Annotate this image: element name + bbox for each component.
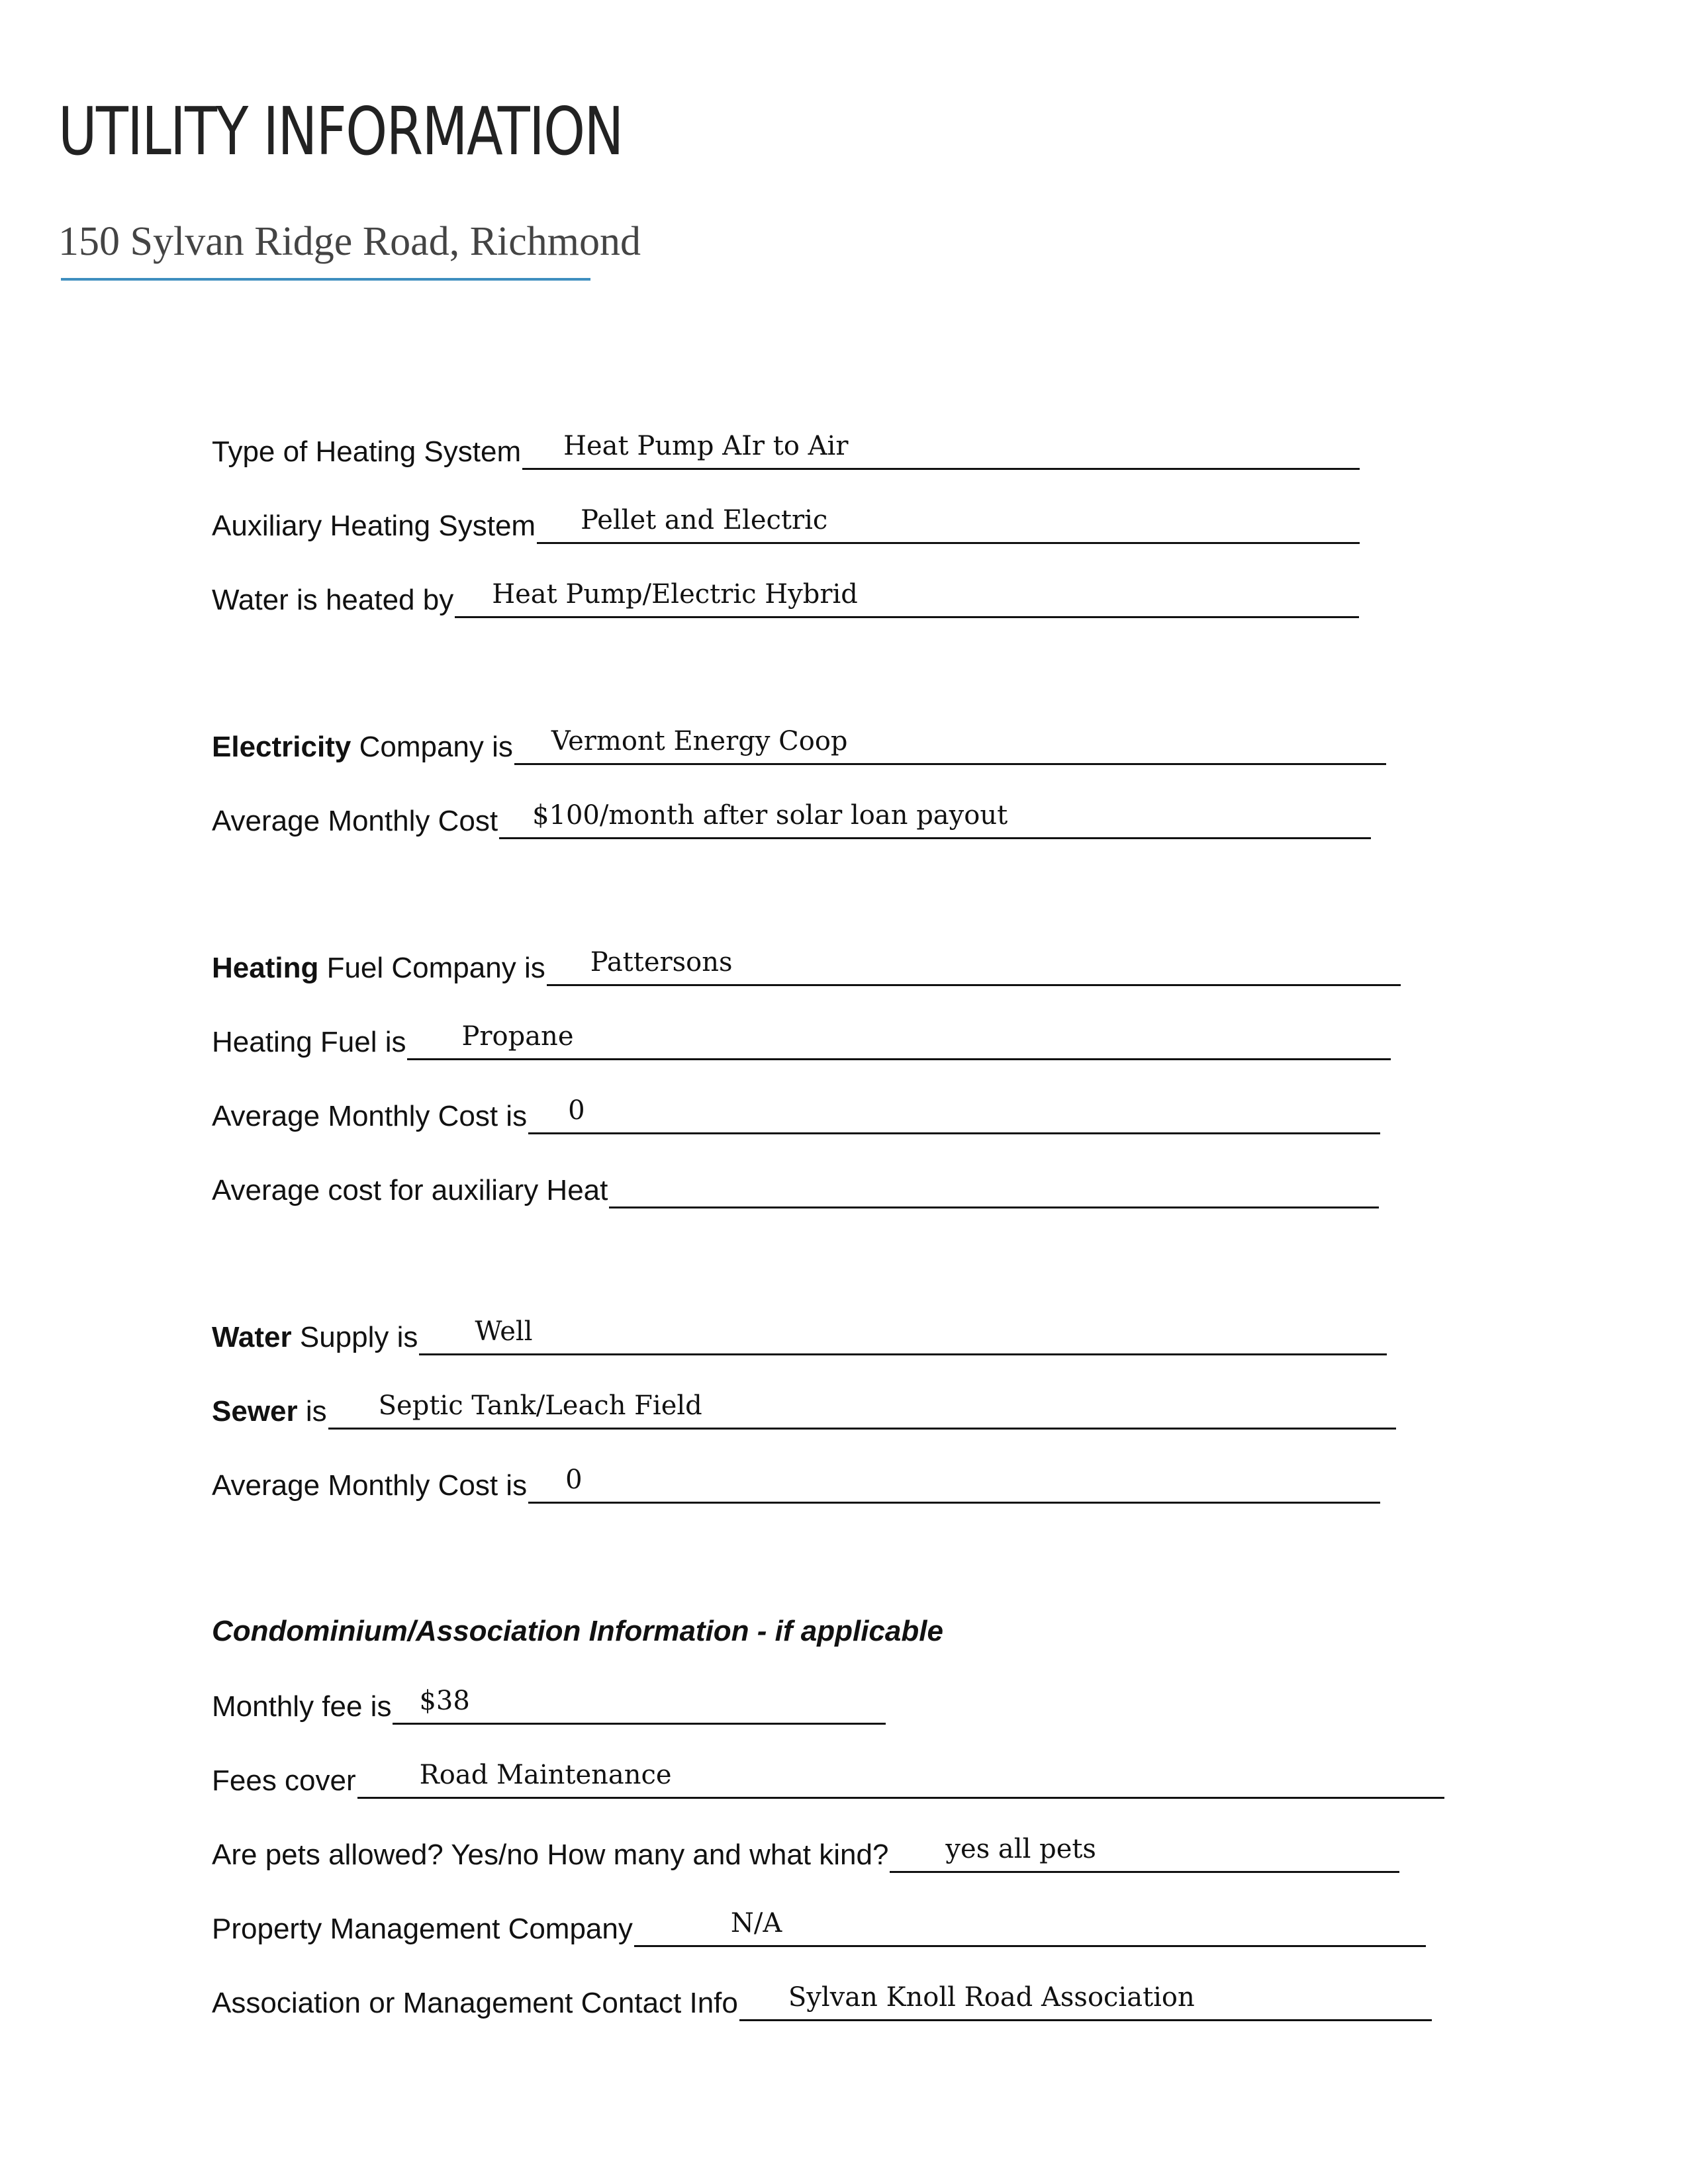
electric-cost-row (212, 793, 1371, 839)
fees-cover-field[interactable] (357, 1761, 1444, 1799)
association-heading: Condominium/Association Information - if applicable (212, 1615, 943, 1647)
fuel-cost-row (212, 1088, 1380, 1134)
electric-company-field[interactable] (514, 727, 1386, 765)
water-supply-value: Well (475, 1316, 533, 1347)
aux-heat-cost-field[interactable] (609, 1171, 1379, 1208)
fuel-type-row (212, 1014, 1391, 1060)
heating-type-label: Type of Heating System (212, 435, 522, 468)
electric-cost-field[interactable] (499, 801, 1371, 839)
water-supply-row (212, 1309, 1387, 1355)
monthly-fee-row (212, 1678, 886, 1725)
pets-label: Are pets allowed? Yes/no How many and what kind? (212, 1839, 889, 1871)
contact-info-value: Sylvan Knoll Road Association (788, 1982, 1195, 2013)
electric-cost-label: Average Monthly Cost (212, 805, 498, 837)
aux-heating-value: Pellet and Electric (581, 505, 828, 535)
monthly-fee-field[interactable] (393, 1687, 886, 1725)
aux-heating-label: Auxiliary Heating System (212, 510, 536, 542)
water-heater-label: Water is heated by (212, 584, 454, 616)
water-heater-value: Heat Pump/Electric Hybrid (492, 579, 858, 610)
aux-heating-row (212, 498, 1360, 544)
monthly-fee-label: Monthly fee is (212, 1690, 392, 1723)
fuel-company-value: Pattersons (590, 947, 733, 978)
heating-type-row (212, 424, 1360, 470)
property-mgmt-row (212, 1901, 1426, 1947)
heating-type-value: Heat Pump AIr to Air (563, 431, 849, 461)
pets-value: yes all pets (945, 1834, 1096, 1864)
fuel-cost-label: Average Monthly Cost is (212, 1100, 528, 1132)
fuel-type-field[interactable] (407, 1023, 1391, 1060)
electric-company-row (212, 719, 1386, 765)
water-supply-label: Water Supply is (212, 1321, 418, 1353)
sewer-field[interactable] (328, 1392, 1396, 1430)
property-mgmt-value: N/A (730, 1908, 782, 1938)
pets-row (212, 1827, 1399, 1873)
aux-heat-cost-row (212, 1162, 1379, 1208)
aux-heating-field[interactable] (537, 506, 1360, 544)
property-mgmt-field[interactable] (634, 1909, 1426, 1947)
monthly-fee-value: $38 (419, 1686, 470, 1716)
water-heater-row (212, 572, 1359, 618)
fees-cover-value: Road Maintenance (419, 1760, 672, 1790)
water-heater-field[interactable] (455, 580, 1359, 618)
fuel-cost-value: 0 (568, 1095, 585, 1126)
fuel-type-value: Propane (461, 1021, 574, 1052)
sewer-value: Septic Tank/Leach Field (378, 1390, 702, 1421)
document-title: UTILITY INFORMATION (58, 93, 623, 170)
fuel-company-label: Heating Fuel Company is (212, 952, 545, 984)
fees-cover-label: Fees cover (212, 1764, 356, 1797)
electric-company-label: Electricity Company is (212, 731, 513, 763)
sewer-row (212, 1383, 1396, 1430)
water-cost-row (212, 1457, 1380, 1504)
fuel-cost-field[interactable] (528, 1097, 1380, 1134)
subtitle-underline (61, 278, 590, 281)
property-address: 150 Sylvan Ridge Road, Richmond (58, 219, 641, 264)
fuel-company-field[interactable] (547, 948, 1401, 986)
sewer-label: Sewer is (212, 1395, 327, 1428)
fees-cover-row (212, 1752, 1444, 1799)
water-cost-label: Average Monthly Cost is (212, 1469, 528, 1502)
water-cost-value: 0 (565, 1465, 583, 1495)
pets-field[interactable] (890, 1835, 1399, 1873)
fuel-type-label: Heating Fuel is (212, 1026, 406, 1058)
electric-cost-value: $100/month after solar loan payout (532, 800, 1008, 831)
contact-info-label: Association or Management Contact Info (212, 1987, 738, 2019)
property-mgmt-label: Property Management Company (212, 1913, 633, 1945)
contact-info-row (212, 1975, 1432, 2021)
water-supply-field[interactable] (419, 1318, 1387, 1355)
heating-type-field[interactable] (522, 432, 1360, 470)
water-cost-field[interactable] (528, 1466, 1380, 1504)
electric-company-value: Vermont Energy Coop (551, 726, 848, 756)
fuel-company-row (212, 940, 1401, 986)
aux-heat-cost-label: Average cost for auxiliary Heat (212, 1174, 608, 1206)
contact-info-field[interactable] (739, 1983, 1432, 2021)
